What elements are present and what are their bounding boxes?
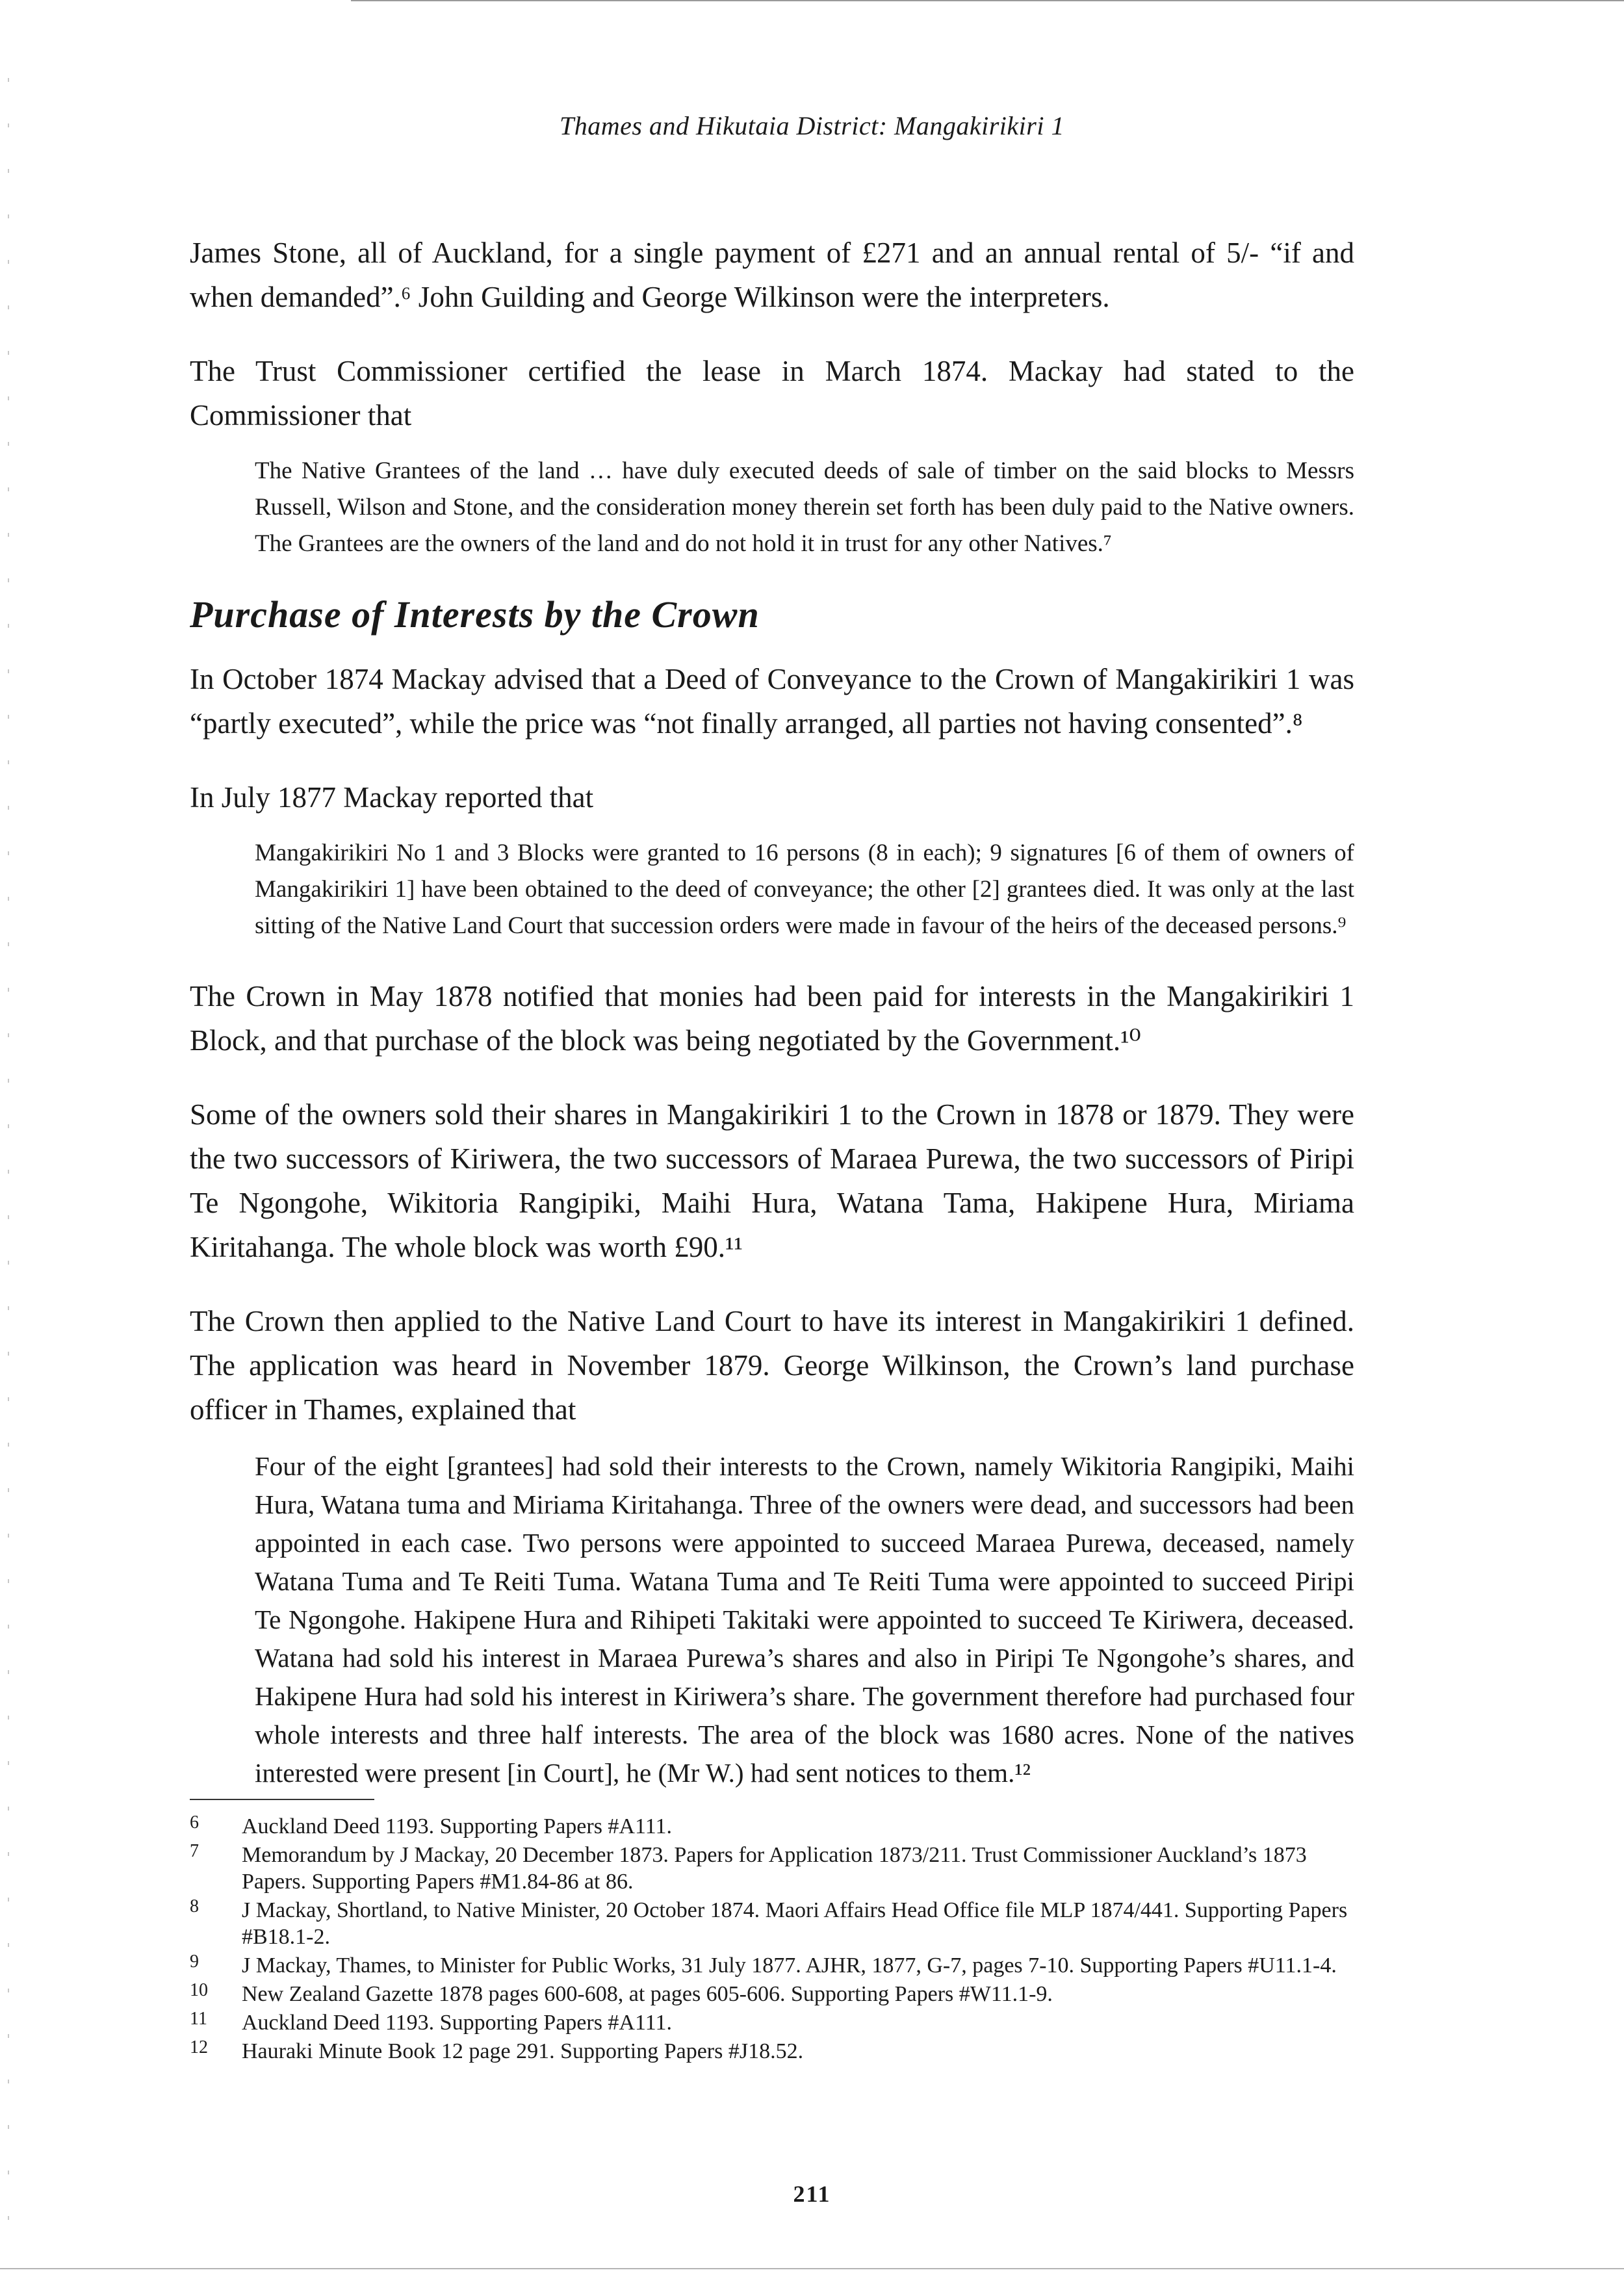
footnote-number: 7 bbox=[190, 1841, 199, 1861]
body-text bbox=[190, 231, 1354, 1792]
footnote-number: 10 bbox=[190, 1980, 208, 2000]
footnote-text: J Mackay, Shortland, to Native Minister, 20 October 1874. Maori Affairs Head Office file MLP 1874/441. Supporting Papers #B18.1-2. bbox=[242, 1898, 1348, 1949]
footnote-text: New Zealand Gazette 1878 pages 600-608, at pages 605-606. Supporting Papers #W11.1-9. bbox=[242, 1982, 1053, 2006]
block-quote: The Native Grantees of the land … have duly executed deeds of sale of timber on the said blocks to Messrs Russell, Wilson and Stone, and the consideration money therein set forth has been duly paid to the Native owners. The Grantees are the owners of the land and do not hold it in trust for any other Natives.⁷ bbox=[255, 457, 1354, 557]
footnote-number: 9 bbox=[190, 1952, 199, 1972]
footnote-text: Hauraki Minute Book 12 page 291. Supporting Papers #J18.52. bbox=[242, 2039, 804, 2063]
footnotes bbox=[190, 1813, 1354, 2067]
footnote bbox=[190, 1897, 1354, 1950]
paragraph: James Stone, all of Auckland, for a single payment of £271 and an annual rental of 5/- “if and when demanded”.⁶ John Guilding and George Wilkinson were the interpreters. bbox=[190, 237, 1354, 313]
footnote-text: Memorandum by J Mackay, 20 December 1873. Papers for Application 1873/211. Trust Commissioner Auckland’s 1873 Papers. Supporting Papers #M1.84-86 at 86. bbox=[242, 1843, 1307, 1894]
footnote bbox=[190, 2038, 1354, 2065]
footnote bbox=[190, 1813, 1354, 1840]
paragraph: The Crown in May 1878 notified that monies had been paid for interests in the Mangakirikiri 1 Block, and that purchase of the block was being negotiated by the Government.¹⁰ bbox=[190, 980, 1354, 1057]
block-quote: Four of the eight [grantees] had sold their interests to the Crown, namely Wikitoria Rangipiki, Maihi Hura, Watana tuma and Miriama Kiritahanga. Three of the owners were dead, and successors had been appointed in each case. Two persons were appointed to succeed Maraea Purewa, deceased, namely Watana Tuma and Te Reiti Tuma. Watana Tuma and Te Reiti Tuma were appointed to succeed Piripi Te Ngongohe. Hakipene Hura and Rihipeti Takitaki were appointed to succeed Te Kiriwera, deceased. Watana had sold his interest in Maraea Purewa’s shares and also in Piripi Te Ngongohe’s shares, and Hakipene Hura had sold his interest in Kiriwera’s share. The government therefore had purchased four whole interests and three half interests. The area of the block was 1680 acres. None of the natives interested were present [in Court], he (Mr W.) had sent notices to them.¹² bbox=[255, 1451, 1354, 1788]
footnote bbox=[190, 1842, 1354, 1895]
section-heading: Purchase of Interests by the Crown bbox=[190, 593, 760, 636]
footnote bbox=[190, 1952, 1354, 1979]
footnote-number: 12 bbox=[190, 2037, 208, 2057]
paragraph: Some of the owners sold their shares in Mangakirikiri 1 to the Crown in 1878 or 1879. They were the two successors of Kiriwera, the two successors of Maraea Purewa, the two successors of Piripi Te Ngongohe, Wikitoria Rangipiki, Maihi Hura, Watana Tama, Hakipene Hura, Miriama Kiritahanga. The whole block was worth £90.¹¹ bbox=[190, 1098, 1354, 1263]
running-head: Thames and Hikutaia District: Mangakirikiri 1 bbox=[560, 111, 1064, 140]
footnote bbox=[190, 2009, 1354, 2036]
footnote bbox=[190, 1981, 1354, 2007]
block-quote: Mangakirikiri No 1 and 3 Blocks were granted to 16 persons (8 in each); 9 signatures [6 of them of owners of Mangakirikiri 1] have been obtained to the deed of conveyance; the other [2] grantees died. It was only at the last sitting of the Native Land Court that succession orders were made in favour of the heirs of the deceased persons.⁹ bbox=[255, 840, 1354, 939]
top-rule bbox=[351, 0, 1624, 1]
bottom-rule bbox=[0, 2268, 1624, 2269]
footnote-number: 11 bbox=[190, 2009, 207, 2029]
footnote-rule bbox=[190, 1799, 374, 1800]
paragraph: The Trust Commissioner certified the lease in March 1874. Mackay had stated to the Commissioner that bbox=[190, 355, 1354, 432]
paragraph: The Crown then applied to the Native Land Court to have its interest in Mangakirikiri 1 defined. The application was heard in November 1879. George Wilkinson, the Crown’s land purchase officer in Thames, explained that bbox=[190, 1305, 1354, 1426]
footnote-text: J Mackay, Thames, to Minister for Public Works, 31 July 1877. AJHR, 1877, G-7, pages 7-10. Supporting Papers #U11.1-4. bbox=[242, 1953, 1337, 1978]
footnote-text: Auckland Deed 1193. Supporting Papers #A111. bbox=[242, 1814, 672, 1838]
paragraph: In October 1874 Mackay advised that a Deed of Conveyance to the Crown of Mangakirikiri 1 was “partly executed”, while the price was “not finally arranged, all parties not having consented”.⁸ bbox=[190, 663, 1354, 740]
footnote-text: Auckland Deed 1193. Supporting Papers #A111. bbox=[242, 2011, 672, 2035]
scan-edge-marks bbox=[8, 78, 9, 2223]
footnote-number: 8 bbox=[190, 1896, 199, 1916]
page-number: 211 bbox=[793, 2181, 831, 2207]
paragraph: In July 1877 Mackay reported that bbox=[190, 781, 594, 814]
footnote-number: 6 bbox=[190, 1812, 199, 1833]
